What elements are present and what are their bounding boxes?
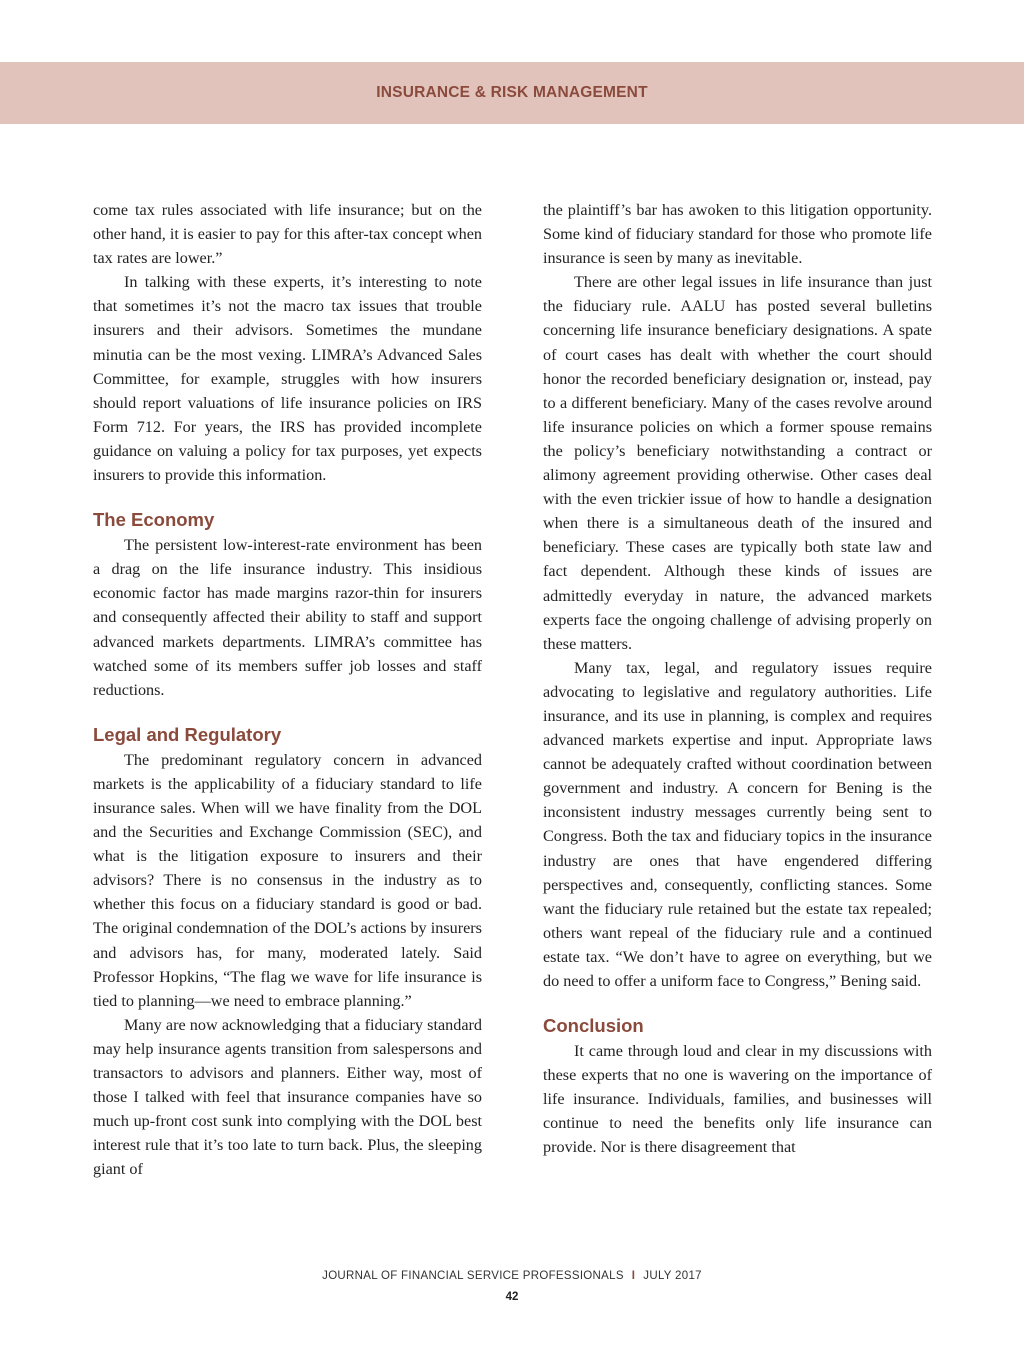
heading-conclusion: Conclusion (543, 1015, 644, 1037)
journal-name: JOURNAL OF FINANCIAL SERVICE PROFESSIONALS (322, 1270, 624, 1282)
section-banner (0, 62, 1024, 124)
paragraph: There are other legal issues in life insurance than just the fiduciary rule. AALU has posted several bulletins concerning life insurance beneficiary designations. A spate of court cases has dealt with whether the court should honor the recorded beneficiary designation or, instead, pay to a different beneficiary. Many of the cases revolve around life insurance policies on which a former spouse remains the policy’s beneficiary notwithstanding a contract or alimony agreement providing otherwise. Other cases deal with the even trickier issue of how to handle a designation when there is a simultaneous death of the insured and beneficiary. These cases are typically both state law and fact dependent. Although these kinds of issues are admittedly everyday in nature, the advanced markets experts face the ongoing challenge of advising properly on these matters. (543, 273, 932, 653)
footer (0, 1270, 1024, 1282)
paragraph: In talking with these experts, it’s interesting to note that sometimes it’s not the macro tax issues that trouble insurers and their advisors. Sometimes the mundane minutia can be the most vexing. LIMRA’s Advanced Sales Committee, for example, struggles with how insurers should report valuations of life insurance policies on IRS Form 712. For years, the IRS has provided incomplete guidance on valuing a policy for tax purposes, yet expects insurers to provide this information. (93, 273, 482, 485)
left-column (93, 198, 482, 1181)
paragraph: come tax rules associated with life insurance; but on the other hand, it is easier to pay for this after-tax concept when tax rates are lower.” (93, 201, 482, 268)
section-title: INSURANCE & RISK MANAGEMENT (376, 84, 648, 101)
heading-the-economy: The Economy (93, 509, 215, 531)
right-column (543, 198, 932, 1160)
paragraph: The predominant regulatory concern in advanced markets is the applicability of a fiduciary standard to life insurance sales. When will we have finality from the DOL and the Securities and Exchange Commission (SEC), and what is the litigation exposure to insurers and their advisors? There is no consensus in the industry as to whether this focus on a fiduciary standard is good or bad. The original condemnation of the DOL’s actions by insurers and advisors has, for many, moderated lately. Said Professor Hopkins, “The flag we wave for life insurance is tied to planning—we need to embrace planning.” (93, 750, 482, 1010)
paragraph: The persistent low-interest-rate environment has been a drag on the life insurance industry. This insidious economic factor has made margins razor-thin for insurers and consequently affected their ability to staff and support advanced markets departments. LIMRA’s committee has watched some of its members suffer job losses and staff reductions. (93, 536, 482, 699)
heading-legal-and-regulatory: Legal and Regulatory (93, 723, 282, 745)
paragraph: Many are now acknowledging that a fiduciary standard may help insurance agents transition from salespersons and transactors to advisors and planners. Either way, most of those I talked with feel that insurance companies have so much up-front cost sunk into complying with the DOL best interest rule that it’s too late to turn back. Plus, the sleeping giant of (93, 1015, 482, 1179)
issue-date: JULY 2017 (643, 1270, 702, 1282)
page-number: 42 (505, 1291, 519, 1303)
top-margin (0, 0, 1024, 62)
footer-separator: I (631, 1270, 636, 1282)
paragraph: Many tax, legal, and regulatory issues require advocating to legislative and regulatory authorities. Life insurance, and its use in planning, is complex and requires advanced markets expertise and input. Appropriate laws cannot be adequately crafted without coordination between government and industry. A concern for Bening is the inconsistent industry messages currently being sent to Congress. Both the tax and fiduciary topics in the insurance industry are ones that have engendered differing perspectives and, consequently, conflicting stances. Some want the fiduciary rule retained but the estate tax repealed; others want repeal of the fiduciary rule and a continued estate tax. “We don’t have to agree on everything, but we do need to offer a uniform face to Congress,” Bening said. (543, 658, 932, 990)
paragraph: the plaintiff’s bar has awoken to this litigation opportunity. Some kind of fiduciary standard for those who promote life insurance is seen by many as inevitable. (543, 201, 932, 268)
paragraph: It came through loud and clear in my discussions with these experts that no one is wavering on the importance of life insurance. Individuals, families, and businesses will continue to need the benefits only life insurance can provide. Nor is there disagreement that (543, 1042, 932, 1157)
